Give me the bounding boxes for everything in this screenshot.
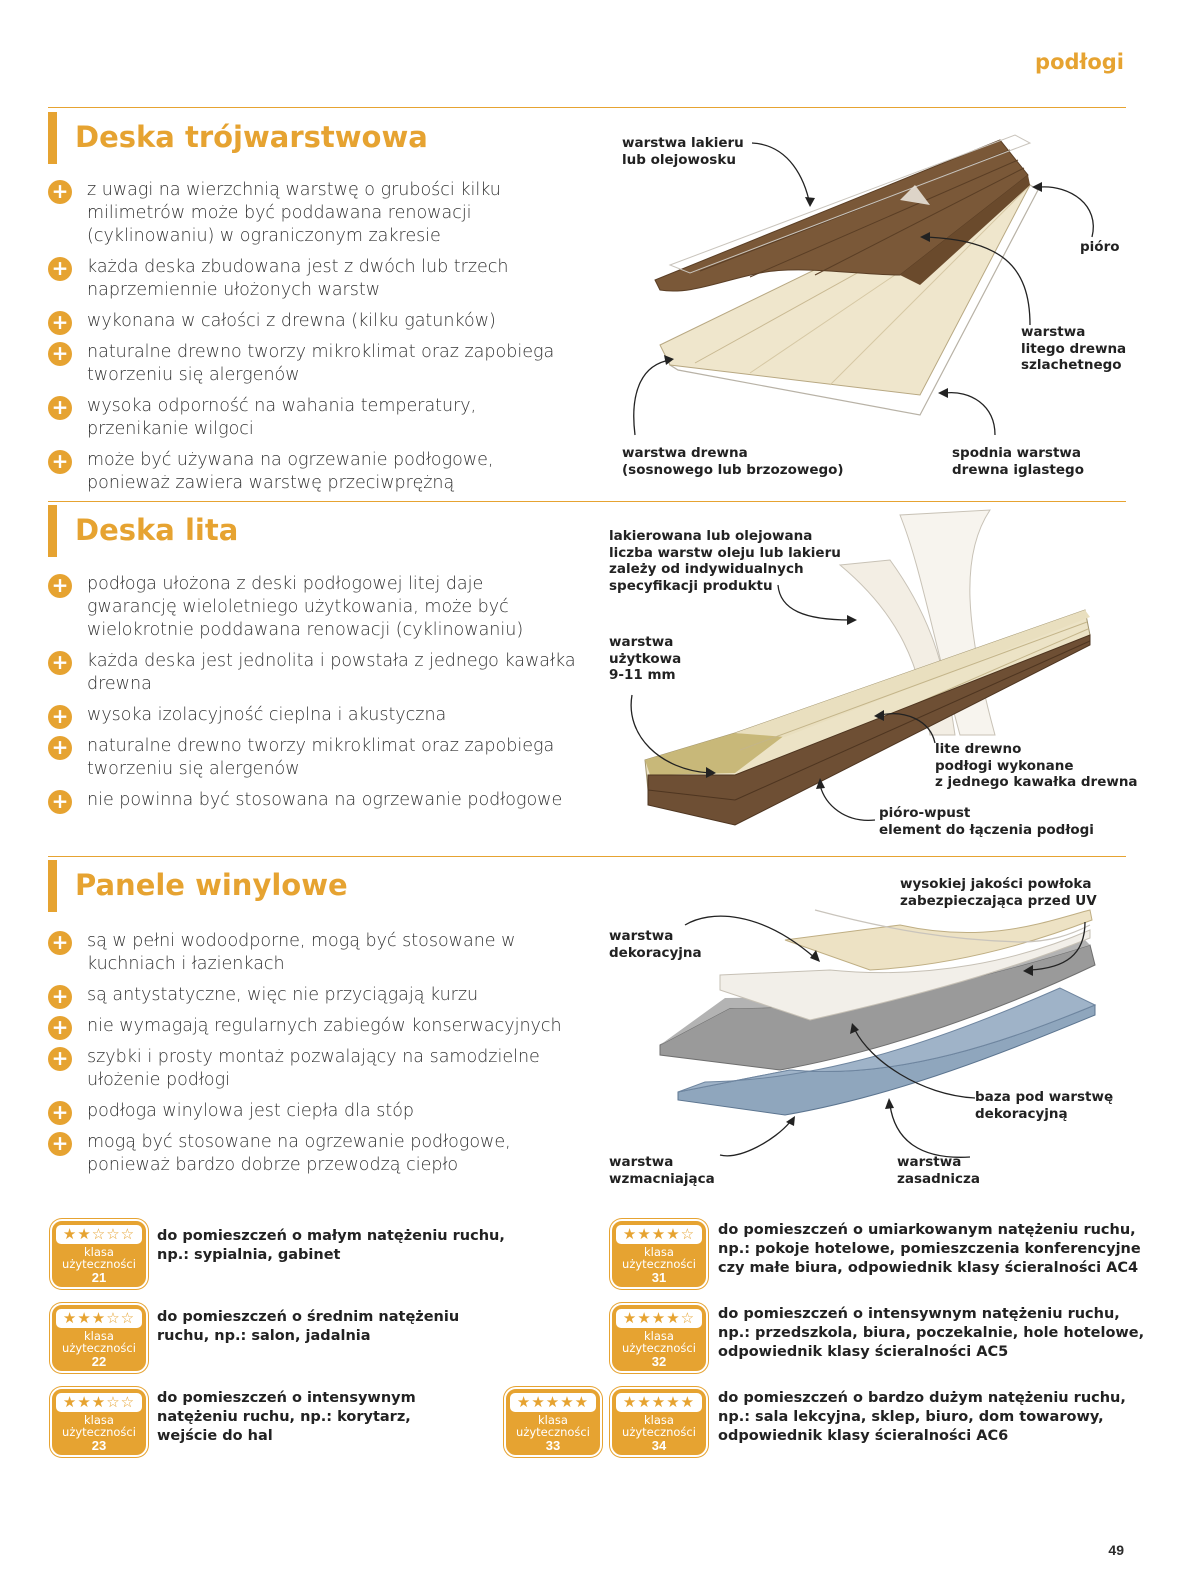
list-item: + każda deska zbudowana jest z dwóch lub trzech naprzemiennie ułożonych warstw xyxy=(48,256,578,302)
badge-number: 31 xyxy=(651,1270,667,1285)
feature-list-deska-lita xyxy=(48,573,578,812)
usage-class-badge xyxy=(504,1387,602,1457)
diagram-label: wysokiej jakości powłoka zabezpieczająca przed UV xyxy=(900,876,1097,909)
rating-stars-icon: ★★★★☆ xyxy=(616,1309,702,1328)
usage-class-badge xyxy=(50,1303,148,1373)
list-item: + z uwagi na wierzchnią warstwę o grubości kilku milimetrów może być poddawana renowacji (cyklinowaniu) w ograniczonym zakresie xyxy=(48,179,578,248)
list-item: + wysoka izolacyjność cieplna i akustyczna xyxy=(48,704,578,727)
badge-number: 34 xyxy=(651,1438,667,1453)
section-title-panele-winylowe: Panele winylowe xyxy=(48,860,348,912)
rating-stars-icon: ★★★★☆ xyxy=(616,1225,702,1244)
list-item: + wysoka odporność na wahania temperatury, przenikanie wilgoci xyxy=(48,395,578,441)
rating-stars-icon: ★★★★★ xyxy=(510,1393,596,1412)
class-description: do pomieszczeń o intensywnym natężeniu ruchu, np.: korytarz, wejście do hal xyxy=(157,1390,416,1444)
badge-label: klasa użyteczności xyxy=(62,1329,136,1355)
class-description: do pomieszczeń o umiarkowanym natężeniu ruchu, np.: pokoje hotelowe, pomieszczenia konferencyjne czy małe biura, odpowiednik klasy ścieralności AC4 xyxy=(718,1222,1141,1276)
vinyl-panel-diagram xyxy=(600,870,1140,1200)
diagram-label: warstwa drewna (sosnowego lub brzozowego) xyxy=(622,445,844,478)
list-item: + są w pełni wodoodporne, mogą być stosowane w kuchniach i łazienkach xyxy=(48,930,578,976)
list-item: + nie powinna być stosowana na ogrzewanie podłogowe xyxy=(48,789,578,812)
plus-icon: + xyxy=(48,180,72,204)
class-description: do pomieszczeń o intensywnym natężeniu ruchu, np.: przedszkola, biura, poczekalnie, hole hotelowe, odpowiednik klasy ścieralności AC5 xyxy=(718,1306,1145,1360)
list-item: + szybki i prosty montaż pozwalający na samodzielne ułożenie podłogi xyxy=(48,1046,578,1092)
rating-stars-icon: ★★★☆☆ xyxy=(56,1393,142,1412)
plus-icon: + xyxy=(48,257,72,281)
list-item: + wykonana w całości z drewna (kilku gatunków) xyxy=(48,310,578,333)
list-item: + mogą być stosowane na ogrzewanie podłogowe, ponieważ bardzo dobrze przewodzą ciepło xyxy=(48,1131,578,1177)
feature-list-deska-trojwarstwowa xyxy=(48,179,578,495)
diagram-label: baza pod warstwę dekoracyjną xyxy=(975,1089,1114,1122)
class-description: do pomieszczeń o bardzo dużym natężeniu ruchu, np.: sala lekcyjna, sklep, biuro, dom towarowy, odpowiednik klasy ścieralności AC6 xyxy=(718,1390,1126,1444)
list-item: + każda deska jest jednolita i powstała z jednego kawałka drewna xyxy=(48,650,578,696)
three-layer-board-diagram xyxy=(600,125,1140,485)
list-item: + naturalne drewno tworzy mikroklimat oraz zapobiega tworzeniu się alergenów xyxy=(48,341,578,387)
badge-label: klasa użyteczności xyxy=(62,1245,136,1271)
usage-class-badge xyxy=(610,1387,708,1457)
usage-class-badge xyxy=(50,1387,148,1457)
badge-label: klasa użyteczności xyxy=(622,1329,696,1355)
plus-icon: + xyxy=(48,1101,72,1125)
plus-icon: + xyxy=(48,931,72,955)
diagram-label: pióro xyxy=(1080,239,1120,255)
badge-label: klasa użyteczności xyxy=(622,1245,696,1271)
list-item: + naturalne drewno tworzy mikroklimat oraz zapobiega tworzeniu się alergenów xyxy=(48,735,578,781)
badge-label: klasa użyteczności xyxy=(622,1413,696,1439)
class-description: do pomieszczeń o małym natężeniu ruchu, np.: sypialnia, gabinet xyxy=(157,1228,505,1263)
diagram-label: lakierowana lub olejowana liczba warstw oleju lub lakieru zależy od indywidualnych specyfikacji produktu xyxy=(609,528,841,594)
plus-icon: + xyxy=(48,651,72,675)
badge-number: 23 xyxy=(91,1438,107,1453)
class-description: do pomieszczeń o średnim natężeniu ruchu, np.: salon, jadalnia xyxy=(157,1309,460,1344)
plus-icon: + xyxy=(48,1016,72,1040)
diagram-label: warstwa lakieru lub olejowosku xyxy=(622,135,744,168)
list-item: + może być używana na ogrzewanie podłogowe, ponieważ zawiera warstwę przeciwprężną xyxy=(48,449,578,495)
plus-icon: + xyxy=(48,1047,72,1071)
feature-list-panele-winylowe xyxy=(48,930,578,1177)
plus-icon: + xyxy=(48,790,72,814)
divider xyxy=(48,501,1126,502)
plus-icon: + xyxy=(48,450,72,474)
divider xyxy=(48,856,1126,857)
usage-class-badge xyxy=(610,1303,708,1373)
badge-number: 33 xyxy=(545,1438,561,1453)
list-item: + są antystatyczne, więc nie przyciągają kurzu xyxy=(48,984,578,1007)
usage-class-badge xyxy=(610,1219,708,1289)
plus-icon: + xyxy=(48,705,72,729)
diagram-label: spodnia warstwa drewna iglastego xyxy=(952,445,1084,478)
rating-stars-icon: ★★☆☆☆ xyxy=(56,1225,142,1244)
diagram-label: warstwa użytkowa 9-11 mm xyxy=(609,634,682,683)
diagram-label: warstwa wzmacniająca xyxy=(609,1154,715,1187)
badge-number: 32 xyxy=(651,1354,667,1369)
category-label: podłogi xyxy=(1035,50,1124,74)
list-item: + podłoga ułożona z deski podłogowej litej daje gwarancję wieloletniego użytkowania, może być wielokrotnie poddawana renowacji (cyklinowaniu) xyxy=(48,573,578,642)
plus-icon: + xyxy=(48,311,72,335)
diagram-label: warstwa zasadnicza xyxy=(897,1154,980,1187)
plus-icon: + xyxy=(48,736,72,760)
badge-number: 21 xyxy=(91,1270,107,1285)
plus-icon: + xyxy=(48,396,72,420)
diagram-label: lite drewno podłogi wykonane z jednego kawałka drewna xyxy=(935,741,1138,790)
plus-icon: + xyxy=(48,1132,72,1156)
plus-icon: + xyxy=(48,342,72,366)
list-item: + podłoga winylowa jest ciepła dla stóp xyxy=(48,1100,578,1123)
divider xyxy=(48,107,1126,108)
diagram-label: warstwa dekoracyjna xyxy=(609,928,702,961)
page-number: 49 xyxy=(1108,1542,1124,1558)
plus-icon: + xyxy=(48,574,72,598)
diagram-label: warstwa litego drewna szlachetnego xyxy=(1021,324,1127,373)
badge-label: klasa użyteczności xyxy=(516,1413,590,1439)
list-item: + nie wymagają regularnych zabiegów konserwacyjnych xyxy=(48,1015,578,1038)
rating-stars-icon: ★★★★★ xyxy=(616,1393,702,1412)
diagram-label: pióro-wpust element do łączenia podłogi xyxy=(879,805,1094,838)
section-title-deska-trojwarstwowa: Deska trójwarstwowa xyxy=(48,112,428,164)
badge-label: klasa użyteczności xyxy=(62,1413,136,1439)
rating-stars-icon: ★★★☆☆ xyxy=(56,1309,142,1328)
badge-number: 22 xyxy=(91,1354,107,1369)
section-title-deska-lita: Deska lita xyxy=(48,505,238,557)
usage-class-badge xyxy=(50,1219,148,1289)
plus-icon: + xyxy=(48,985,72,1009)
